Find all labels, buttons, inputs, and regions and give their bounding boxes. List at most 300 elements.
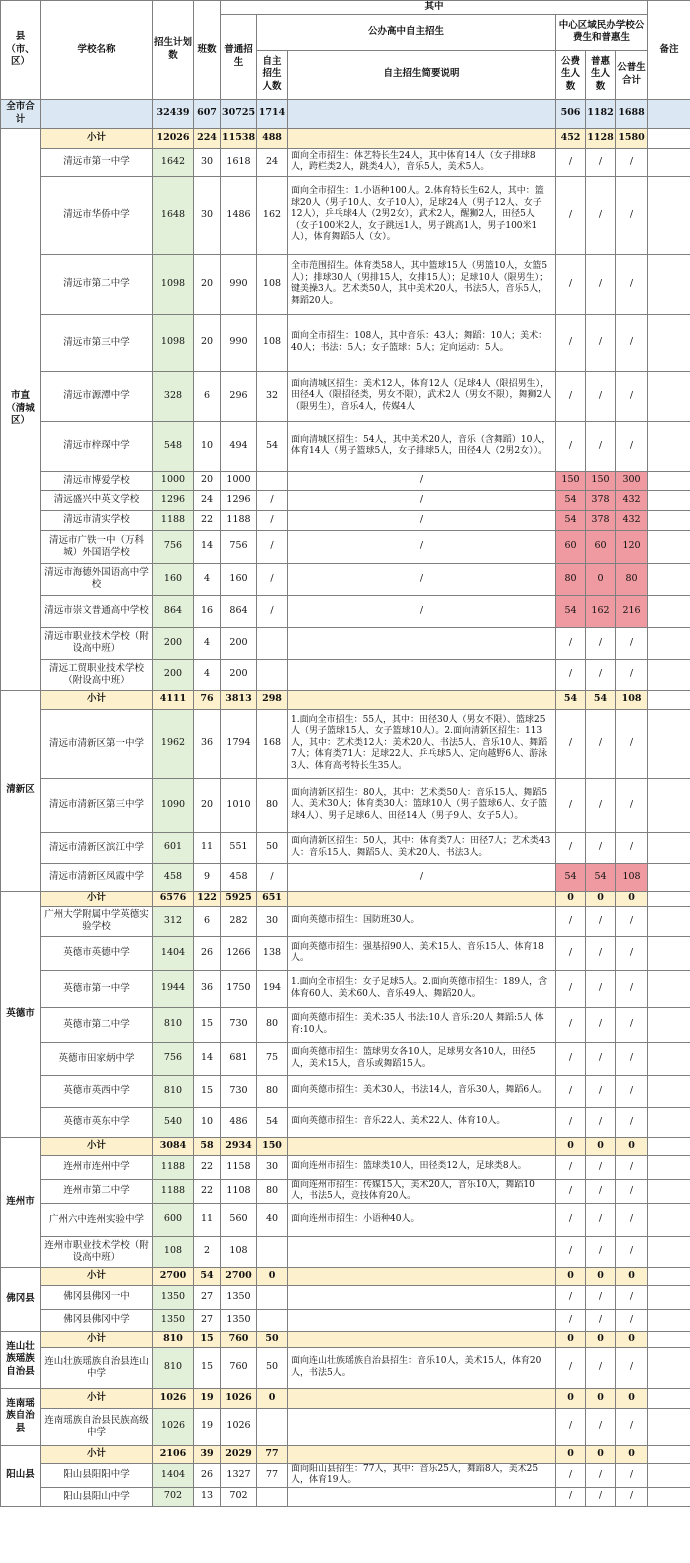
public-fee-students: /	[556, 906, 586, 936]
table-row	[1, 1408, 690, 1445]
header-private-group: 中心区域民办学校公费生和普惠生	[556, 14, 648, 50]
puhui-students: /	[586, 371, 616, 421]
self-enrollment: 80	[257, 1007, 288, 1042]
remark	[648, 1075, 690, 1107]
enrollment-plan: 1648	[153, 176, 194, 254]
regular-enrollment: 1327	[221, 1463, 257, 1487]
class-count: 15	[194, 1075, 221, 1107]
puhui-students: /	[586, 1347, 616, 1388]
public-fee-students: /	[556, 148, 586, 176]
self-enrollment-description: 1.面向全市招生：55人，其中：田径30人（男女不限）、篮球25人（男子篮球15人、女子篮球10人）。2.面向清新区招生：113人，其中：艺术类12人：美术20人、书法5人、音乐10人、舞蹈7人；体育类71人：足球22人、乒乓球5人、定向越野6人、游泳3人、体育高考特长生35人。	[288, 709, 556, 778]
grand-total-sum: 1688	[616, 99, 648, 128]
subtotal-regular: 1026	[221, 1388, 257, 1408]
self-enrollment: 54	[257, 1107, 288, 1137]
subtotal-classes: 224	[194, 128, 221, 148]
self-enrollment-description: 面向连山壮族瑶族自治县招生：音乐10人，美术15人，体育20人，书法5人。	[288, 1347, 556, 1388]
remark	[648, 1285, 690, 1309]
subtotal-plan: 2700	[153, 1267, 194, 1285]
remark	[648, 1107, 690, 1137]
regular-enrollment: 160	[221, 563, 257, 595]
public-fee-students: /	[556, 314, 586, 371]
table-row	[1, 1179, 690, 1203]
regular-enrollment: 1618	[221, 148, 257, 176]
class-count: 13	[194, 1487, 221, 1506]
class-count: 19	[194, 1408, 221, 1445]
public-puhui-total: /	[616, 778, 648, 832]
subtotal-row	[1, 690, 690, 709]
self-enrollment: 54	[257, 421, 288, 471]
remark	[648, 1042, 690, 1075]
class-count: 15	[194, 1347, 221, 1388]
subtotal-row	[1, 1267, 690, 1285]
subtotal-puhui: 1128	[586, 128, 616, 148]
public-puhui-total: /	[616, 936, 648, 970]
regular-enrollment: 200	[221, 659, 257, 690]
enrollment-plan: 1000	[153, 471, 194, 490]
subtotal-desc	[288, 1331, 556, 1347]
subtotal-self: 50	[257, 1331, 288, 1347]
enrollment-plan: 756	[153, 530, 194, 563]
school-name: 清远市源潭中学	[41, 371, 153, 421]
subtotal-label: 小计	[41, 891, 153, 906]
county-name: 连州市	[1, 1137, 41, 1267]
enrollment-plan: 1188	[153, 1155, 194, 1179]
puhui-students: 162	[586, 595, 616, 627]
remark	[648, 1236, 690, 1267]
subtotal-puhui: 0	[586, 1388, 616, 1408]
enrollment-plan: 548	[153, 421, 194, 471]
table-row	[1, 659, 690, 690]
puhui-students: /	[586, 1309, 616, 1331]
class-count: 6	[194, 906, 221, 936]
subtotal-label: 小计	[41, 1331, 153, 1347]
regular-enrollment: 458	[221, 863, 257, 891]
regular-enrollment: 1794	[221, 709, 257, 778]
table-row	[1, 314, 690, 371]
school-name: 英德市田家炳中学	[41, 1042, 153, 1075]
public-fee-students: /	[556, 936, 586, 970]
regular-enrollment: 1266	[221, 936, 257, 970]
public-puhui-total: 108	[616, 863, 648, 891]
public-puhui-total: /	[616, 421, 648, 471]
public-puhui-total: /	[616, 148, 648, 176]
subtotal-desc	[288, 1445, 556, 1463]
subtotal-desc	[288, 1267, 556, 1285]
enrollment-plan: 1026	[153, 1408, 194, 1445]
regular-enrollment: 1000	[221, 471, 257, 490]
public-fee-students: /	[556, 1155, 586, 1179]
regular-enrollment: 730	[221, 1007, 257, 1042]
class-count: 22	[194, 1155, 221, 1179]
public-fee-students: /	[556, 421, 586, 471]
remark	[648, 778, 690, 832]
subtotal-desc	[288, 690, 556, 709]
school-name: 英德市第二中学	[41, 1007, 153, 1042]
remark	[648, 1408, 690, 1445]
remark	[648, 254, 690, 314]
self-enrollment-description: 全市范围招生。体育类58人，其中篮球15人（男篮10人，女篮5人）；排球30人（男排15人，女排15人）；足球10人（限男生）；键美操3人。艺术类50人，其中美术20人，书法5人，音乐5人，舞蹈20人。	[288, 254, 556, 314]
county-name: 连山壮族瑶族自治县	[1, 1331, 41, 1388]
subtotal-label: 小计	[41, 690, 153, 709]
self-enrollment: 80	[257, 1075, 288, 1107]
subtotal-plan: 2106	[153, 1445, 194, 1463]
public-puhui-total: /	[616, 1107, 648, 1137]
self-enrollment-description: 面向清新区招生：50人，其中：体育类7人：田径7人；艺术类43人：音乐15人、舞蹈5人、美术20人、书法3人。	[288, 832, 556, 863]
self-enrollment: /	[257, 530, 288, 563]
self-enrollment-description: /	[288, 595, 556, 627]
self-enrollment-description: /	[288, 563, 556, 595]
regular-enrollment: 760	[221, 1347, 257, 1388]
regular-enrollment: 1350	[221, 1309, 257, 1331]
self-enrollment-description: 面向英德市招生：篮球男女各10人，足球男女各10人，田径5人，美术15人，音乐或舞蹈15人。	[288, 1042, 556, 1075]
subtotal-pub: 0	[556, 1137, 586, 1155]
regular-enrollment: 1750	[221, 970, 257, 1007]
subtotal-self: 488	[257, 128, 288, 148]
school-name: 清远市崇文普通高中学校	[41, 595, 153, 627]
header-among: 其中	[221, 1, 648, 15]
subtotal-label: 小计	[41, 1445, 153, 1463]
public-puhui-total: /	[616, 1236, 648, 1267]
class-count: 4	[194, 563, 221, 595]
class-count: 36	[194, 970, 221, 1007]
remark	[648, 659, 690, 690]
school-name: 清远市职业技术学校（附设高中班）	[41, 627, 153, 659]
enrollment-plan: 1404	[153, 936, 194, 970]
self-enrollment	[257, 1236, 288, 1267]
enrollment-plan: 1296	[153, 490, 194, 510]
puhui-students: 0	[586, 563, 616, 595]
school-name: 清远市博爱学校	[41, 471, 153, 490]
public-fee-students: 60	[556, 530, 586, 563]
self-enrollment: 50	[257, 832, 288, 863]
subtotal-sum: 0	[616, 1137, 648, 1155]
subtotal-remark	[648, 128, 690, 148]
subtotal-regular: 11538	[221, 128, 257, 148]
table-row	[1, 832, 690, 863]
school-name: 清远市第二中学	[41, 254, 153, 314]
enrollment-plan: 1642	[153, 148, 194, 176]
school-name: 清远市清新区第三中学	[41, 778, 153, 832]
puhui-students: /	[586, 1236, 616, 1267]
self-enrollment-description: /	[288, 490, 556, 510]
public-fee-students: /	[556, 1487, 586, 1506]
class-count: 6	[194, 371, 221, 421]
public-puhui-total: /	[616, 1285, 648, 1309]
self-enrollment-description: 面向连州市招生：篮球类10人，田径类12人，足球类8人。	[288, 1155, 556, 1179]
regular-enrollment: 990	[221, 314, 257, 371]
public-fee-students: /	[556, 659, 586, 690]
public-puhui-total: /	[616, 1155, 648, 1179]
class-count: 22	[194, 1179, 221, 1203]
public-fee-students: /	[556, 1203, 586, 1236]
puhui-students: /	[586, 1179, 616, 1203]
header-puhui: 普惠生人数	[586, 50, 616, 99]
puhui-students: /	[586, 906, 616, 936]
enrollment-plan: 1404	[153, 1463, 194, 1487]
puhui-students: /	[586, 254, 616, 314]
subtotal-sum: 0	[616, 1267, 648, 1285]
public-puhui-total: /	[616, 1408, 648, 1445]
public-puhui-total: 300	[616, 471, 648, 490]
public-puhui-total: /	[616, 176, 648, 254]
self-enrollment: 24	[257, 148, 288, 176]
class-count: 14	[194, 530, 221, 563]
school-name: 英德市英东中学	[41, 1107, 153, 1137]
self-enrollment-description: 面向连州市招生：传媒15人，美术20人，音乐10人，舞蹈10人，书法5人，竞技体育20人。	[288, 1179, 556, 1203]
header-plan: 招生计划数	[153, 1, 194, 100]
school-name: 清远市清新区第一中学	[41, 709, 153, 778]
enrollment-plan: 200	[153, 627, 194, 659]
subtotal-puhui: 54	[586, 690, 616, 709]
county-name: 清新区	[1, 690, 41, 891]
school-name: 连州市第二中学	[41, 1179, 153, 1203]
school-name: 英德市英西中学	[41, 1075, 153, 1107]
self-enrollment	[257, 1285, 288, 1309]
remark	[648, 148, 690, 176]
remark	[648, 832, 690, 863]
puhui-students: /	[586, 936, 616, 970]
school-name: 清远工贸职业技术学校（附设高中班）	[41, 659, 153, 690]
class-count: 15	[194, 1007, 221, 1042]
public-puhui-total: /	[616, 1179, 648, 1203]
regular-enrollment: 494	[221, 421, 257, 471]
class-count: 10	[194, 421, 221, 471]
subtotal-remark	[648, 1267, 690, 1285]
subtotal-regular: 2934	[221, 1137, 257, 1155]
public-puhui-total: 80	[616, 563, 648, 595]
public-puhui-total: 216	[616, 595, 648, 627]
puhui-students: /	[586, 176, 616, 254]
class-count: 14	[194, 1042, 221, 1075]
subtotal-puhui: 0	[586, 1137, 616, 1155]
grand-total-pub: 506	[556, 99, 586, 128]
self-enrollment-description: /	[288, 530, 556, 563]
self-enrollment: 80	[257, 1179, 288, 1203]
self-enrollment-description: 面向英德市招生：音乐22人、美术22人、体育10人。	[288, 1107, 556, 1137]
subtotal-regular: 5925	[221, 891, 257, 906]
self-enrollment-description: 面向清城区招生：美术12人，体育12人（足球4人（限招男生），田径4人（限招径类，男女不限），武术2人（男女不限），舞狮2人（限男生），音乐4人，传媒4人	[288, 371, 556, 421]
enrollment-plan: 1962	[153, 709, 194, 778]
public-fee-students: /	[556, 254, 586, 314]
puhui-students: /	[586, 1042, 616, 1075]
table-row	[1, 421, 690, 471]
school-name: 连山壮族瑶族自治县连山中学	[41, 1347, 153, 1388]
self-enrollment: 77	[257, 1463, 288, 1487]
class-count: 20	[194, 314, 221, 371]
remark	[648, 863, 690, 891]
remark	[648, 1463, 690, 1487]
remark	[648, 471, 690, 490]
regular-enrollment: 681	[221, 1042, 257, 1075]
regular-enrollment: 1108	[221, 1179, 257, 1203]
public-fee-students: /	[556, 1075, 586, 1107]
remark	[648, 563, 690, 595]
remark	[648, 490, 690, 510]
self-enrollment-description: 面向英德市招生：美术30人，书法14人，音乐30人，舞蹈6人。	[288, 1075, 556, 1107]
subtotal-row	[1, 1388, 690, 1408]
enrollment-plan: 160	[153, 563, 194, 595]
puhui-students: /	[586, 314, 616, 371]
subtotal-label: 小计	[41, 1137, 153, 1155]
subtotal-regular: 3813	[221, 690, 257, 709]
self-enrollment-description: 面向全市招生：体艺特长生24人，其中体育14人（女子排球8人，跨栏类2人，跳类4人），音乐5人，美术5人。	[288, 148, 556, 176]
class-count: 27	[194, 1285, 221, 1309]
remark	[648, 595, 690, 627]
remark	[648, 627, 690, 659]
header-school: 学校名称	[41, 1, 153, 100]
grand-total-self: 1714	[257, 99, 288, 128]
self-enrollment	[257, 1487, 288, 1506]
public-puhui-total: /	[616, 1487, 648, 1506]
subtotal-sum: 0	[616, 1445, 648, 1463]
county-name: 连南瑶族自治县	[1, 1388, 41, 1445]
county-name: 英德市	[1, 891, 41, 1137]
puhui-students: /	[586, 970, 616, 1007]
self-enrollment-description: /	[288, 863, 556, 891]
public-fee-students: /	[556, 832, 586, 863]
public-puhui-total: /	[616, 314, 648, 371]
remark	[648, 709, 690, 778]
school-name: 阳山县阳阳中学	[41, 1463, 153, 1487]
public-puhui-total: /	[616, 906, 648, 936]
self-enrollment-description	[288, 627, 556, 659]
subtotal-classes: 15	[194, 1331, 221, 1347]
self-enrollment: 108	[257, 314, 288, 371]
subtotal-sum: 0	[616, 1331, 648, 1347]
table-row	[1, 1007, 690, 1042]
header-county: 县（市、区）	[1, 1, 41, 100]
table-row	[1, 627, 690, 659]
header-regular: 普通招生	[221, 14, 257, 99]
self-enrollment	[257, 659, 288, 690]
school-name: 清远市第一中学	[41, 148, 153, 176]
subtotal-self: 0	[257, 1388, 288, 1408]
regular-enrollment: 551	[221, 832, 257, 863]
public-fee-students: /	[556, 1309, 586, 1331]
puhui-students: /	[586, 1408, 616, 1445]
self-enrollment-description: 1.面向全市招生：女子足球5人。2.面向英德市招生：189人，含体育60人、美术60人、音乐49人、舞蹈20人。	[288, 970, 556, 1007]
class-count: 30	[194, 148, 221, 176]
public-puhui-total: /	[616, 1347, 648, 1388]
puhui-students: /	[586, 1285, 616, 1309]
subtotal-classes: 122	[194, 891, 221, 906]
regular-enrollment: 296	[221, 371, 257, 421]
self-enrollment: 108	[257, 254, 288, 314]
header-remark: 备注	[648, 1, 690, 100]
regular-enrollment: 1188	[221, 510, 257, 530]
subtotal-regular: 2029	[221, 1445, 257, 1463]
public-fee-students: /	[556, 371, 586, 421]
class-count: 36	[194, 709, 221, 778]
subtotal-pub: 0	[556, 1331, 586, 1347]
school-name: 清远市清新区滨江中学	[41, 832, 153, 863]
subtotal-remark	[648, 1388, 690, 1408]
self-enrollment: 32	[257, 371, 288, 421]
public-puhui-total: /	[616, 1007, 648, 1042]
school-name: 清远盛兴中英文学校	[41, 490, 153, 510]
grand-total-plan: 32439	[153, 99, 194, 128]
table-row	[1, 148, 690, 176]
puhui-students: /	[586, 148, 616, 176]
school-name: 广州六中连州实验中学	[41, 1203, 153, 1236]
self-enrollment	[257, 1408, 288, 1445]
class-count: 26	[194, 936, 221, 970]
regular-enrollment: 702	[221, 1487, 257, 1506]
regular-enrollment: 756	[221, 530, 257, 563]
puhui-students: /	[586, 1487, 616, 1506]
public-fee-students: 80	[556, 563, 586, 595]
subtotal-label: 小计	[41, 128, 153, 148]
table-row	[1, 1107, 690, 1137]
self-enrollment-description: 面向阳山县招生：77人，其中：音乐25人，舞蹈8人，美术25人，体育19人。	[288, 1463, 556, 1487]
table-row	[1, 490, 690, 510]
regular-enrollment: 864	[221, 595, 257, 627]
enrollment-plan: 601	[153, 832, 194, 863]
regular-enrollment: 200	[221, 627, 257, 659]
enrollment-plan: 328	[153, 371, 194, 421]
school-name: 阳山县阳山中学	[41, 1487, 153, 1506]
remark	[648, 1487, 690, 1506]
self-enrollment-description: /	[288, 471, 556, 490]
subtotal-regular: 760	[221, 1331, 257, 1347]
enrollment-plan: 1188	[153, 1179, 194, 1203]
self-enrollment-description: 面向清新区招生：80人，其中：艺术类50人：音乐15人、舞蹈5人、美术30人；体育类30人：篮球10人（男子篮球6人、女子篮球4人）、男子足球6人、田径14人（男子9人、女子5人）。	[288, 778, 556, 832]
self-enrollment: 194	[257, 970, 288, 1007]
class-count: 20	[194, 254, 221, 314]
public-fee-students: /	[556, 1347, 586, 1388]
regular-enrollment: 1026	[221, 1408, 257, 1445]
county-name: 佛冈县	[1, 1267, 41, 1331]
class-count: 4	[194, 659, 221, 690]
remark	[648, 176, 690, 254]
class-count: 16	[194, 595, 221, 627]
subtotal-classes: 19	[194, 1388, 221, 1408]
class-count: 27	[194, 1309, 221, 1331]
self-enrollment	[257, 627, 288, 659]
public-fee-students: /	[556, 778, 586, 832]
subtotal-pub: 54	[556, 690, 586, 709]
header-self-count: 自主招生人数	[257, 50, 288, 99]
regular-enrollment: 990	[221, 254, 257, 314]
class-count: 10	[194, 1107, 221, 1137]
class-count: 4	[194, 627, 221, 659]
subtotal-plan: 3084	[153, 1137, 194, 1155]
school-name: 佛冈县佛冈一中	[41, 1285, 153, 1309]
public-fee-students: /	[556, 709, 586, 778]
puhui-students: /	[586, 1155, 616, 1179]
self-enrollment: /	[257, 563, 288, 595]
school-name: 清远市梓琛中学	[41, 421, 153, 471]
subtotal-plan: 6576	[153, 891, 194, 906]
regular-enrollment: 1350	[221, 1285, 257, 1309]
school-name: 清远市清实学校	[41, 510, 153, 530]
public-fee-students: 54	[556, 863, 586, 891]
self-enrollment: /	[257, 863, 288, 891]
subtotal-remark	[648, 891, 690, 906]
subtotal-sum: 1580	[616, 128, 648, 148]
class-count: 30	[194, 176, 221, 254]
self-enrollment-description	[288, 1285, 556, 1309]
subtotal-row	[1, 128, 690, 148]
remark	[648, 936, 690, 970]
remark	[648, 314, 690, 371]
puhui-students: /	[586, 1107, 616, 1137]
public-puhui-total: /	[616, 832, 648, 863]
public-fee-students: 54	[556, 490, 586, 510]
subtotal-row	[1, 891, 690, 906]
regular-enrollment: 560	[221, 1203, 257, 1236]
table-row	[1, 1075, 690, 1107]
